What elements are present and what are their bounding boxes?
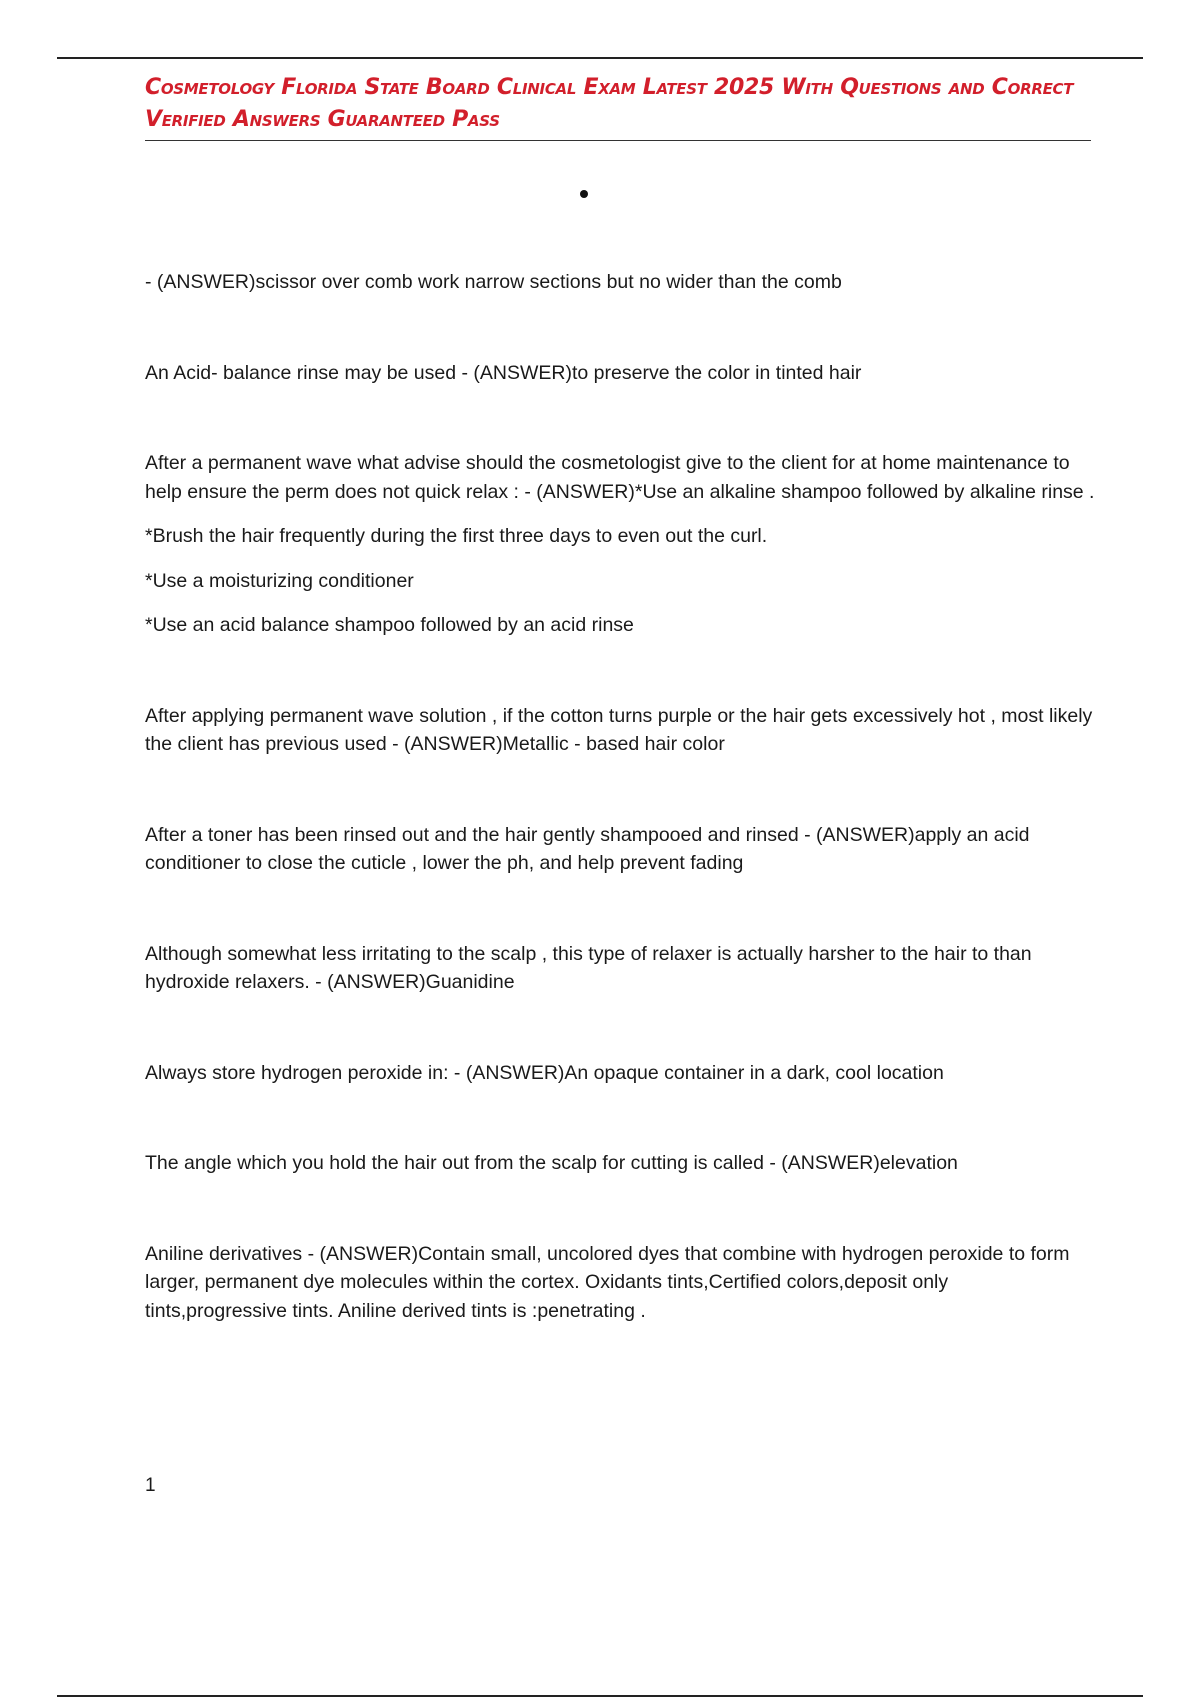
bullet-dot: [580, 190, 588, 198]
document-title: Cosmetology Florida State Board Clinical Exam Latest 2025 With Questions and Correct Verified Answers Guaranteed Pass: [145, 75, 1074, 132]
document-header: [145, 72, 1091, 141]
qa-item-3-sub-1: *Brush the hair frequently during the first three days to even out the curl.: [145, 525, 768, 547]
qa-item-3: After a permanent wave what advise should the cosmetologist give to the client for at home maintenance to help ensure the perm does not quick relax : - (ANSWER)*Use an alkaline shampoo followed by alkaline rinse .: [145, 452, 1095, 503]
qa-item-9: Aniline derivatives - (ANSWER)Contain small, uncolored dyes that combine with hydrogen peroxide to form larger, permanent dye molecules within the cortex. Oxidants tints,Certified colors,deposit only tints,progressive tints. Aniline derived tints is :penetrating .: [145, 1242, 1070, 1322]
top-rule: [57, 57, 1143, 59]
qa-item-1: - (ANSWER)scissor over comb work narrow sections but no wider than the comb: [145, 271, 842, 293]
qa-item-8: The angle which you hold the hair out from the scalp for cutting is called - (ANSWER)elevation: [145, 1152, 958, 1174]
qa-item-2: An Acid- balance rinse may be used - (ANSWER)to preserve the color in tinted hair: [145, 361, 862, 384]
qa-item-6: Although somewhat less irritating to the scalp , this type of relaxer is actually harsher to the hair to than hydroxide relaxers. - (ANSWER)Guanidine: [145, 942, 1032, 993]
qa-item-3-sub-2: *Use a moisturizing conditioner: [145, 569, 414, 592]
qa-item-7: Always store hydrogen peroxide in: - (ANSWER)An opaque container in a dark, cool location: [145, 1061, 944, 1084]
page-number: 1: [145, 1475, 156, 1496]
qa-item-3-sub-3: *Use an acid balance shampoo followed by an acid rinse: [145, 614, 634, 636]
bottom-rule: [57, 1695, 1143, 1697]
qa-item-5: After a toner has been rinsed out and the hair gently shampooed and rinsed - (ANSWER)apply an acid conditioner to close the cuticle , lower the ph, and help prevent fading: [145, 823, 1030, 874]
qa-item-4: After applying permanent wave solution , if the cotton turns purple or the hair gets excessively hot , most likely the client has previous used - (ANSWER)Metallic - based hair color: [145, 704, 1093, 755]
qa-list: [145, 268, 1095, 1325]
